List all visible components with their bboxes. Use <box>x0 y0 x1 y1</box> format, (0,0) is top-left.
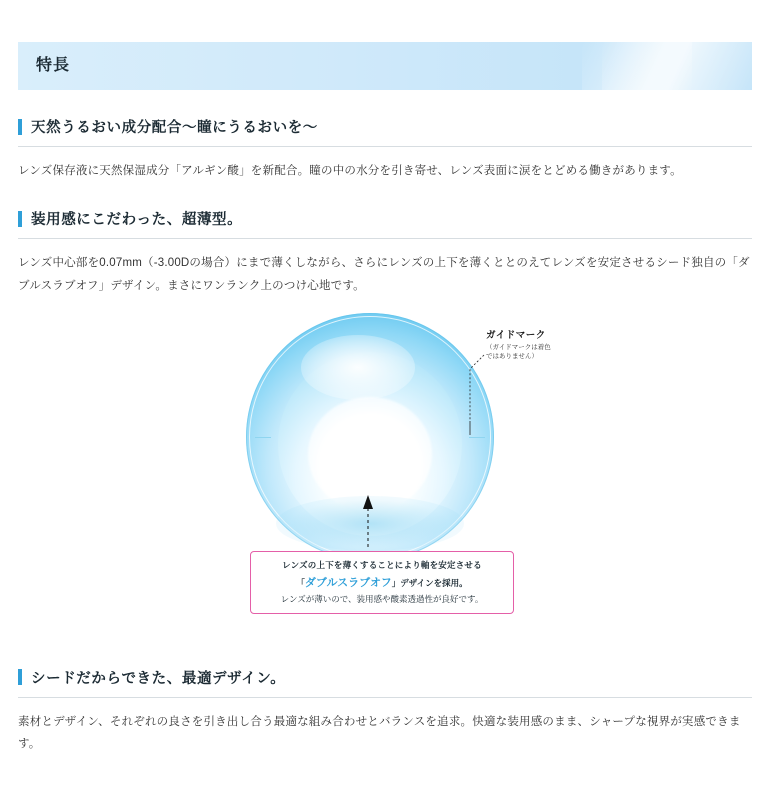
section-body-2: レンズ中心部を0.07mm（-3.00Dの場合）にまで薄くしながら、さらにレンズの上下を薄くととのえてレンズを安定させるシード独自の「ダブルスラブオフ」デザイン。まさにワンランク上のつけ心地です。 <box>18 257 750 292</box>
lens-optical-center <box>308 397 432 511</box>
lens-bottom-shade <box>276 496 464 551</box>
contact-lens-illustration-icon <box>246 313 494 561</box>
callout-line-2-post: 」デザインを採用。 <box>391 577 468 588</box>
section-heading-2 <box>18 208 752 229</box>
callout-emphasis: ダブルスラブオフ <box>304 576 392 589</box>
section-body-3: 素材とデザイン、それぞれの良さを引き出し合う最適な組み合わせとバランスを追求。快適な装用感のまま、シャープな視界が実感できます。 <box>18 715 741 751</box>
lens-guide-mark-left-icon <box>255 437 271 438</box>
guide-mark-title: ガイドマーク <box>486 329 546 341</box>
guide-mark-annotation <box>486 327 606 362</box>
lens-guide-mark-right-icon <box>469 437 485 438</box>
section-body-1: レンズ保存液に天然保湿成分「アルギン酸」を新配合。瞳の中の水分を引き寄せ、レンズ表面に涙をとどめる働きがあります。 <box>18 165 682 177</box>
section-divider-1 <box>18 146 752 147</box>
heading-accent-bar-icon <box>18 211 22 227</box>
lens-highlight <box>301 335 415 399</box>
lens-diagram-figure <box>18 309 752 641</box>
page-banner <box>18 42 752 90</box>
section-divider-3 <box>18 697 752 698</box>
callout-line-2 <box>259 574 505 590</box>
section-heading-2-label: 装用感にこだわった、超薄型。 <box>31 212 243 229</box>
section-heading-3-label: シードだからできた、最適デザイン。 <box>31 670 286 687</box>
section-heading-1-label: 天然うるおい成分配合～瞳にうるおいを～ <box>31 120 318 136</box>
section-heading-1 <box>18 116 752 137</box>
heading-accent-bar-icon <box>18 119 22 135</box>
guide-mark-note: （ガイドマークは着色 ではありません） <box>486 343 551 361</box>
double-slab-off-callout <box>250 551 514 614</box>
page-root <box>0 42 770 812</box>
section-heading-3 <box>18 667 752 688</box>
callout-line-3: レンズが薄いので、装用感や酸素透過性が良好です。 <box>280 593 484 604</box>
page-title: 特長 <box>36 57 71 74</box>
callout-line-2-pre: 「 <box>296 577 305 588</box>
section-divider-2 <box>18 238 752 239</box>
callout-line-1: レンズの上下を薄くすることにより軸を安定させる <box>282 559 482 570</box>
heading-accent-bar-icon <box>18 669 22 685</box>
